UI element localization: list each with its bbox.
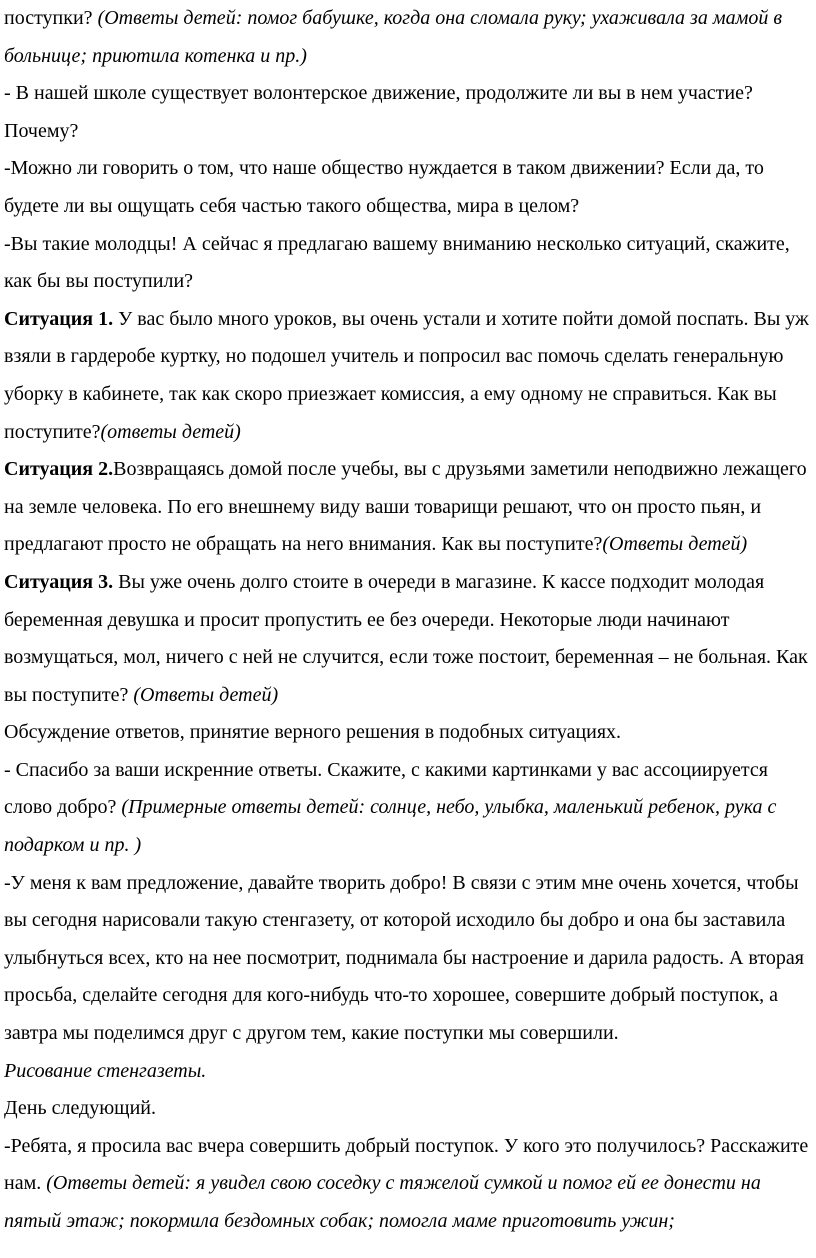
paragraph-newspaper-drawing: Рисование стенгазеты. xyxy=(4,1059,207,1082)
paragraph-society-question: -Можно ли говорить о том, что наше общество нуждается в таком движении? Если да, то будете ли вы ощущать себя частью такого общества, мира в целом? xyxy=(4,157,764,217)
paragraph-discussion: Обсуждение ответов, принятие верного решения в подобных ситуациях. xyxy=(4,721,622,744)
paragraph-good-deed-stories xyxy=(4,1128,812,1241)
situation-3-label: Ситуация 3. xyxy=(4,570,114,593)
paragraph-volunteer-question: - В нашей школе существует волонтерское движение, продолжите ли вы в нем участие? Почему? xyxy=(4,82,753,142)
children-answers: (Примерные ответы детей: солнце, небо, улыбка, маленький ребенок, рука с подарком и пр. ) xyxy=(4,796,777,857)
paragraph-situations-intro: -Вы такие молодцы! А сейчас я предлагаю вашему вниманию несколько ситуаций, скажите, как бы вы поступили? xyxy=(4,232,790,293)
paragraph-situation-3 xyxy=(4,564,812,714)
situation-2-text: Возвращаясь домой после учебы, вы с друзьями заметили неподвижно лежащего на земле человека. По его внешнему виду ваши товарищи решают, что он просто пьян, и предлагают просто не обращать на него внимания. Как вы поступите? xyxy=(4,458,807,556)
situation-2-label: Ситуация 2. xyxy=(4,458,114,481)
situation-1-answer: (ответы детей) xyxy=(100,420,241,443)
text-run: - Спасибо за ваши искренние ответы. Скажите, с какими картинками у вас ассоциируется слово добро? xyxy=(4,758,768,819)
situation-1-label: Ситуация 1. xyxy=(4,307,114,330)
situation-1-text: У вас было много уроков, вы очень устали и хотите пойти домой поспать. Вы уж взяли в гардеробе куртку, но подошел учитель и попросил вас помочь сделать генеральную уборку в кабинете, так как скоро приезжает комиссия, а ему одному не справиться. Как вы поступите? xyxy=(4,307,809,443)
situation-2-answer: (Ответы детей) xyxy=(602,533,748,556)
paragraph-answers-good-deeds xyxy=(4,0,812,75)
situation-3-text: Вы уже очень долго стоите в очереди в магазине. К кассе подходит молодая беременная девушка и просит пропустить ее без очереди. Некоторые люди начинают возмущаться, мол, ничего с ней не случится, если тоже постоит, беременная – не больная. Как вы поступите? xyxy=(4,570,808,706)
paragraph-kindness-images xyxy=(4,752,812,865)
situation-3-answer: (Ответы детей) xyxy=(133,683,279,706)
text-run: поступки? xyxy=(4,7,98,29)
children-answers: (Ответы детей: помог бабушке, когда она сломала руку; ухаживала за мамой в больнице; приютила котенка и пр.) xyxy=(4,7,783,67)
children-answers: (Ответы детей: я увидел свою соседку с тяжелой сумкой и помог ей ее донести на пятый этаж; покормила бездомных собак; помогла маме приготовить ужин; xyxy=(4,1172,761,1232)
text-run: -Ребята, я просила вас вчера совершить добрый поступок. У кого это получилось? Расскажите нам. xyxy=(4,1134,809,1195)
paragraph-next-day: День следующий. xyxy=(4,1097,156,1120)
paragraph-situation-2 xyxy=(4,451,812,564)
paragraph-situation-1 xyxy=(4,301,812,451)
paragraph-proposal: -У меня к вам предложение, давайте творить добро! В связи с этим мне очень хочется, чтобы вы сегодня нарисовали такую стенгазету, от которой исходило бы добро и она бы заставила улыбнуться всех, кто на нее посмотрит, поднимала бы настроение и дарила радость. А вторая просьба, сделайте сегодня для кого-нибудь что-то хорошее, совершите добрый поступок, а завтра мы поделимся друг с другом тем, какие поступки мы совершили. xyxy=(4,871,804,1045)
